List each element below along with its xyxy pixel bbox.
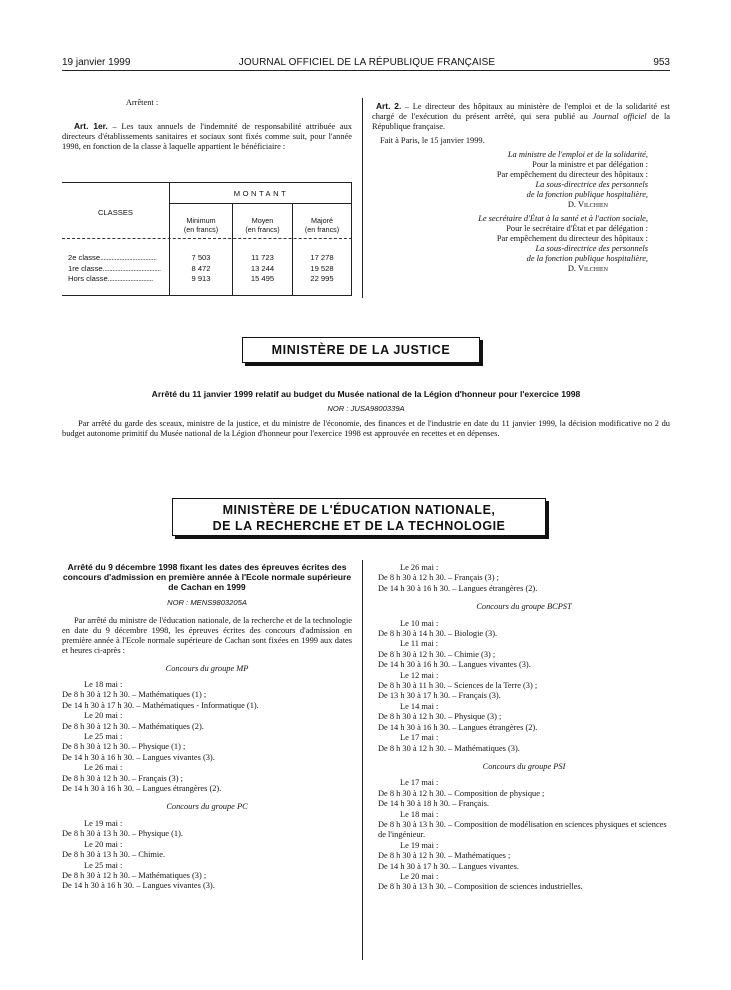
header-page-number: 953 xyxy=(653,57,670,68)
schedule-day: Le 20 mai : xyxy=(84,711,123,721)
schedule-row: De 14 h 30 à 17 h 30. – Langues vivantes. xyxy=(378,861,519,871)
col-minimum: Minimum (en francs) xyxy=(183,216,219,234)
schedule-day: Le 17 mai : xyxy=(400,778,439,788)
schedule-day: Le 25 mai : xyxy=(84,732,123,742)
schedule-row: De 8 h 30 à 13 h 30. – Composition de modélisation en sciences physiques et sciences de l'ingénieur. xyxy=(378,819,667,840)
schedule-left xyxy=(62,664,352,892)
signature-block-1 xyxy=(372,150,670,210)
education-title: Arrêté du 9 décembre 1998 fixant les dates des épreuves écrites des concours d'admission en première année à l'Ecole normale supérieure de Cachan en 1999 xyxy=(62,562,352,593)
ministry-justice-heading: MINISTÈRE DE LA JUSTICE xyxy=(242,337,480,363)
schedule-row: De 8 h 30 à 11 h 30. – Sciences de la Terre (3) ; xyxy=(378,681,538,691)
fait-a-paris: Fait à Paris, le 15 janvier 1999. xyxy=(380,136,485,145)
signature-line: D. Vilchien xyxy=(567,200,608,209)
signature-line: Par empêchement du directeur des hôpitaux : xyxy=(496,234,648,243)
schedule-group-title: Concours du groupe PSI xyxy=(482,761,566,771)
ministry-education-line1: MINISTÈRE DE L'ÉDUCATION NATIONALE, xyxy=(222,503,496,517)
top-right-column xyxy=(372,101,670,274)
schedule-day: Le 18 mai : xyxy=(84,680,123,690)
schedule-row: De 14 h 30 à 18 h 30. – Français. xyxy=(378,799,489,809)
schedule-row: De 13 h 30 à 17 h 30. – Français (3). xyxy=(378,691,501,701)
schedule-group-title: Concours du groupe PC xyxy=(166,802,248,812)
table-row-2e-classe: 2e classe................................... xyxy=(68,253,157,262)
signature-line: Pour la ministre et par délégation : xyxy=(532,160,648,169)
schedule-row: De 8 h 30 à 12 h 30. – Composition de physique ; xyxy=(378,788,545,798)
schedule-day: Le 18 mai : xyxy=(400,809,439,819)
bottom-left-column xyxy=(62,562,352,892)
schedule-row: De 8 h 30 à 12 h 30. – Français (3) ; xyxy=(62,773,183,783)
signature-line: Pour le secrétaire d'État et par délégation : xyxy=(506,224,648,233)
justice-nor: NOR : JUSA9800339A xyxy=(327,404,405,413)
schedule-day: Le 19 mai : xyxy=(400,840,439,850)
header-rule xyxy=(62,70,670,71)
ministry-education-heading xyxy=(172,498,546,536)
signature-line: de la fonction publique hospitalière, xyxy=(526,190,648,199)
article-1-text: – Les taux annuels de l'indemnité de responsabilité attribuée aux directeurs d'établissements sanitaires et sociaux sont fixés comme suit, pour l'année 1998, en fonction de la classe à laquelle appartient le bénéficiaire : xyxy=(62,122,352,151)
schedule-row: De 8 h 30 à 12 h 30. – Mathématiques (3). xyxy=(378,743,520,753)
table-row-hors-classe: Hors classe............................ xyxy=(68,274,153,283)
schedule-day: Le 17 mai : xyxy=(400,733,439,743)
schedule-row: De 14 h 30 à 16 h 30. – Langues vivantes (3). xyxy=(378,660,531,670)
schedule-row: De 14 h 30 à 16 h 30. – Langues étrangères (2). xyxy=(62,784,222,794)
article-2: Art. 2. – Le directeur des hôpitaux au ministère de l'emploi et de la solidarité est chargé de l'exécution du présent arrêté, qui sera publié au Journal officiel de la République française. xyxy=(372,101,670,131)
signature-line: La sous-directrice des personnels xyxy=(535,180,648,189)
column-divider-bottom xyxy=(362,560,363,960)
schedule-day: Le 11 mai : xyxy=(400,639,439,649)
schedule-day: Le 26 mai : xyxy=(400,563,439,572)
top-left-column xyxy=(62,98,352,152)
schedule-row: De 8 h 30 à 14 h 30. – Biologie (3). xyxy=(378,629,498,639)
schedule-row: De 14 h 30 à 16 h 30. – Langues vivantes (3). xyxy=(62,752,215,762)
schedule-day: Le 19 mai : xyxy=(84,818,123,828)
justice-body: Par arrêté du garde des sceaux, ministre de la justice, et du ministre de l'économie, des finances et de l'industrie en date du 11 janvier 1999, la décision modificative no 2 du budget autonome primitif du Musée national de la Légion d'honneur pour l'exercice 1998 est approuvée en recettes et en dépenses. xyxy=(62,419,670,438)
schedule-row: De 14 h 30 à 17 h 30. – Mathématiques - Informatique (1). xyxy=(62,700,259,710)
column-divider-top xyxy=(362,98,363,298)
education-intro: Par arrêté du ministre de l'éducation nationale, de la recherche et de la technologie en date du 9 décembre 1998, les épreuves écrites des concours d'admission en première année à l'Ecole normale supérieure de Cachan sont fixées en 1999 aux dates et heures ci-après : xyxy=(62,615,352,655)
signature-line: de la fonction publique hospitalière, xyxy=(526,254,648,263)
signature-line: La sous-directrice des personnels xyxy=(535,244,648,253)
schedule-row: De 8 h 30 à 12 h 30. – Physique (3) ; xyxy=(378,712,502,722)
schedule-row: De 8 h 30 à 13 h 30. – Chimie. xyxy=(62,850,166,860)
schedule-day: Le 14 mai : xyxy=(400,701,439,711)
schedule-day: Le 26 mai : xyxy=(84,763,123,773)
schedule-row: De 14 h 30 à 16 h 30. – Langues vivantes (3). xyxy=(62,881,215,891)
schedule-day: Le 25 mai : xyxy=(84,860,123,870)
schedule-group-title: Concours du groupe BCPST xyxy=(476,602,572,612)
schedule-day: Le 20 mai : xyxy=(84,839,123,849)
signature-line: Le secrétaire d'État à la santé et à l'action sociale, xyxy=(478,214,648,223)
schedule-group-title: Concours du groupe MP xyxy=(165,663,249,673)
ministry-education-line2: DE LA RECHERCHE ET DE LA TECHNOLOGIE xyxy=(212,519,506,533)
schedule-row: De 8 h 30 à 12 h 30. – Mathématiques ; xyxy=(378,851,511,861)
schedule-row: De 14 h 30 à 16 h 30. – Langues étrangères (2). xyxy=(378,583,538,593)
article-2-label: Art. 2. xyxy=(376,101,402,111)
col-moyen: Moyen (en francs) xyxy=(245,216,280,234)
article-1-label: Art. 1er. xyxy=(74,121,108,131)
schedule-day: Le 10 mai : xyxy=(400,618,439,628)
schedule-row: De 8 h 30 à 12 h 30. – Mathématiques (3) ; xyxy=(62,870,207,880)
header-date: 19 janvier 1999 xyxy=(62,57,131,68)
table-row-1re-classe: 1re classe.................................... xyxy=(68,263,161,273)
article-1 xyxy=(62,121,352,152)
education-nor: NOR : MENS9803205A xyxy=(167,597,247,607)
schedule-right xyxy=(378,563,670,893)
col-majore: Majoré (en francs) xyxy=(304,216,340,234)
table-col-moy-values: 11 723 13 244 15 495 xyxy=(250,253,275,283)
signature-block-2 xyxy=(372,214,670,274)
signature-line: D. Vilchien xyxy=(567,264,608,273)
schedule-day: Le 20 mai : xyxy=(400,871,439,881)
table-col-maj-values: 17 278 19 528 22 995 xyxy=(310,253,334,283)
table-col-min-values: 7 503 8 472 9 913 xyxy=(191,253,211,283)
schedule-row: De 8 h 30 à 13 h 30. – Physique (1). xyxy=(62,829,183,839)
bottom-right-column xyxy=(378,563,670,893)
signature-line: La ministre de l'emploi et de la solidarité, xyxy=(507,150,648,159)
col-montant: MONTANT xyxy=(233,189,289,198)
schedule-row: De 8 h 30 à 12 h 30. – Mathématiques (1) ; xyxy=(62,690,207,700)
schedule-row: De 14 h 30 à 16 h 30. – Langues étrangères (2). xyxy=(378,722,538,732)
justice-title: Arrêté du 11 janvier 1999 relatif au budget du Musée national de la Légion d'honneur pour l'exercice 1998 xyxy=(151,389,581,399)
arretent-line: Arrêtent : xyxy=(125,98,159,107)
schedule-row: De 8 h 30 à 12 h 30. – Français (3) ; xyxy=(378,573,499,583)
col-classes: CLASSES xyxy=(97,208,134,217)
schedule-row: De 8 h 30 à 12 h 30. – Mathématiques (2). xyxy=(62,721,204,731)
schedule-day: Le 12 mai : xyxy=(400,670,439,680)
header-journal-title: JOURNAL OFFICIEL DE LA RÉPUBLIQUE FRANÇAISE xyxy=(238,57,496,68)
schedule-row: De 8 h 30 à 13 h 30. – Composition de sciences industrielles. xyxy=(378,882,583,892)
signature-line: Par empêchement du directeur des hôpitaux : xyxy=(496,170,648,179)
schedule-row: De 8 h 30 à 12 h 30. – Physique (1) ; xyxy=(62,742,186,752)
schedule-row: De 8 h 30 à 12 h 30. – Chimie (3) ; xyxy=(378,649,496,659)
